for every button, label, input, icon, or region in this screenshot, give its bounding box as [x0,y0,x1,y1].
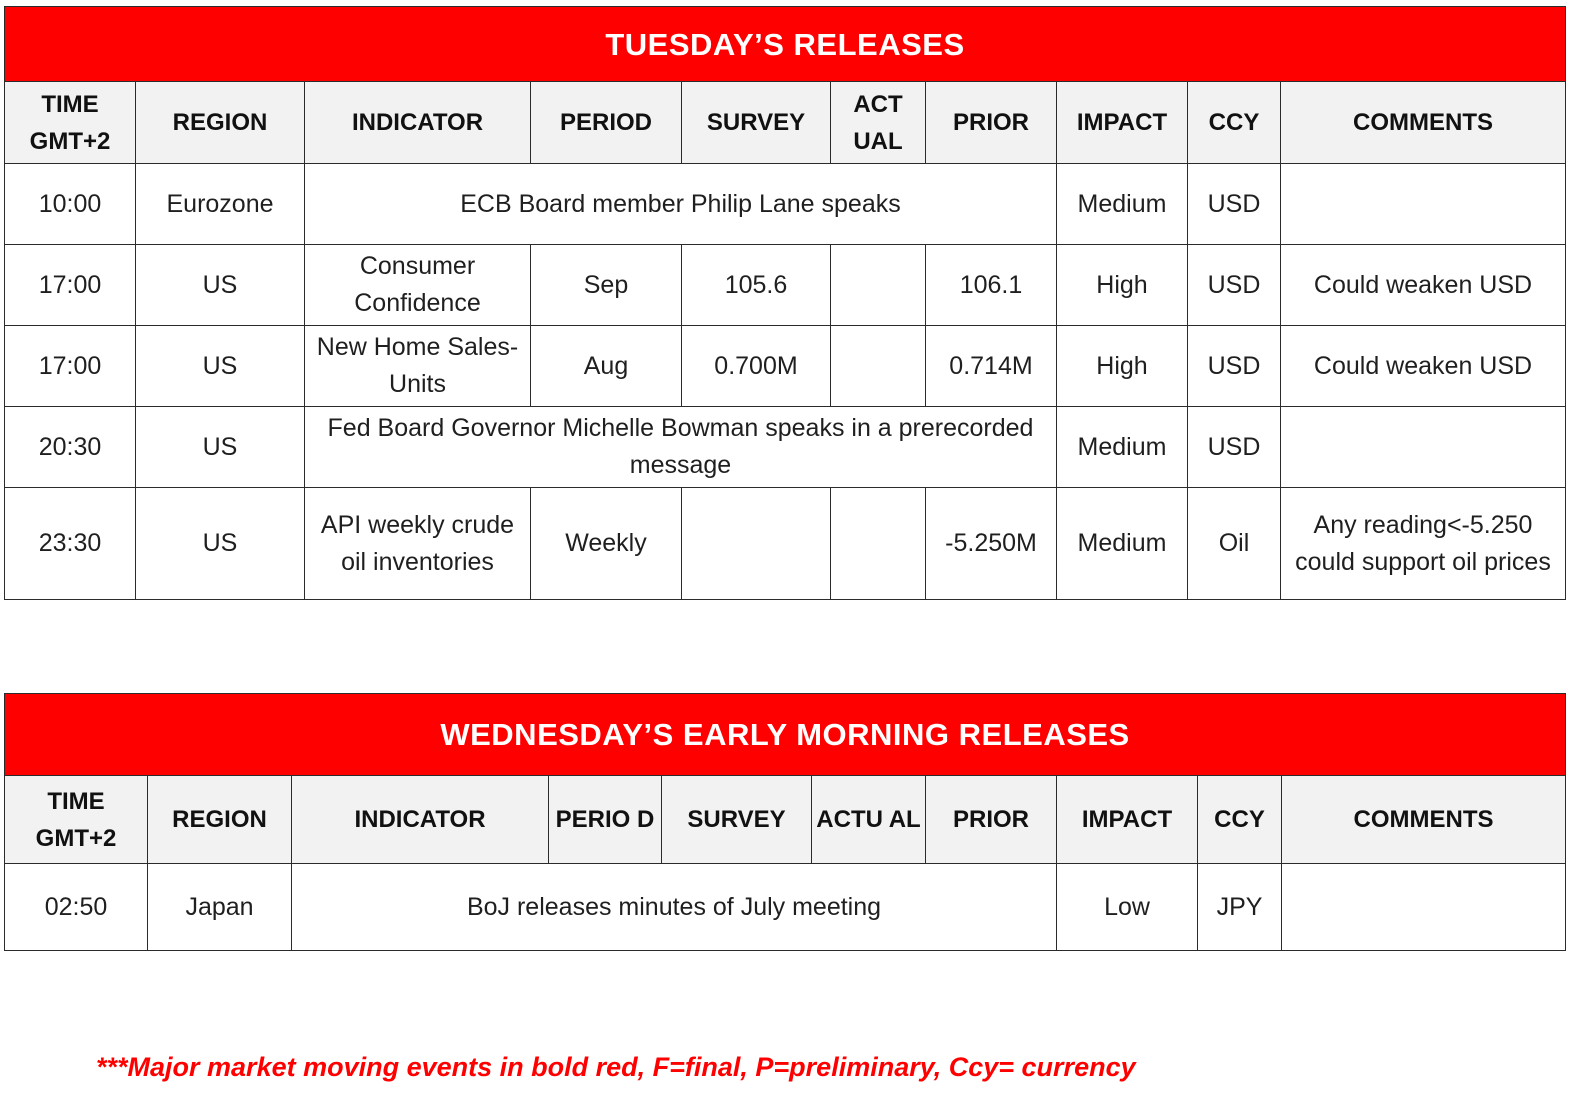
tuesday-header-row [5,82,1566,164]
cell-impact: Low [1057,864,1198,951]
wednesday-title: WEDNESDAY’S EARLY MORNING RELEASES [5,694,1566,776]
header-prior: PRIOR [926,776,1057,864]
header-region: REGION [136,82,305,164]
tuesday-releases-table [4,6,1566,600]
cell-time: 23:30 [5,488,136,600]
cell-comments [1281,407,1566,488]
cell-survey: 0.700M [682,326,831,407]
cell-time: 17:00 [5,245,136,326]
cell-actual [831,326,926,407]
cell-period: Sep [531,245,682,326]
header-region: REGION [148,776,292,864]
cell-ccy: USD [1188,326,1281,407]
tuesday-title: TUESDAY’S RELEASES [5,7,1566,82]
table-row [5,164,1566,245]
cell-ccy: Oil [1188,488,1281,600]
cell-time: 20:30 [5,407,136,488]
footnote: ***Major market moving events in bold red, F=final, P=preliminary, Ccy= currency [96,1052,1136,1082]
cell-indicator: API weekly crude oil inventories [305,488,531,600]
cell-ccy: JPY [1198,864,1282,951]
cell-region: US [136,407,305,488]
cell-prior: 0.714M [926,326,1057,407]
cell-indicator: New Home Sales-Units [305,326,531,407]
header-indicator: INDICATOR [292,776,549,864]
cell-region: US [136,326,305,407]
cell-period: Weekly [531,488,682,600]
header-comments: COMMENTS [1281,82,1566,164]
header-survey: SURVEY [682,82,831,164]
cell-impact: High [1057,326,1188,407]
cell-comments [1282,864,1566,951]
cell-time: 10:00 [5,164,136,245]
cell-actual [831,488,926,600]
header-survey: SURVEY [662,776,812,864]
header-impact: IMPACT [1057,776,1198,864]
table-row [5,488,1566,600]
cell-comments: Any reading<-5.250 could support oil prices [1281,488,1566,600]
cell-comments [1281,164,1566,245]
cell-indicator: ECB Board member Philip Lane speaks [305,164,1057,245]
table-row [5,407,1566,488]
cell-time: 02:50 [5,864,148,951]
cell-region: Eurozone [136,164,305,245]
cell-indicator: BoJ releases minutes of July meeting [292,864,1057,951]
cell-indicator: Consumer Confidence [305,245,531,326]
cell-survey [682,488,831,600]
wednesday-header-row [5,776,1566,864]
header-actual: ACTU AL [812,776,926,864]
header-prior: PRIOR [926,82,1057,164]
cell-impact: Medium [1057,407,1188,488]
header-ccy: CCY [1188,82,1281,164]
cell-ccy: USD [1188,245,1281,326]
table-row [5,245,1566,326]
cell-impact: Medium [1057,488,1188,600]
header-time: TIME GMT+2 [5,776,148,864]
cell-ccy: USD [1188,164,1281,245]
cell-survey: 105.6 [682,245,831,326]
header-indicator: INDICATOR [305,82,531,164]
cell-impact: High [1057,245,1188,326]
header-time: TIME GMT+2 [5,82,136,164]
header-impact: IMPACT [1057,82,1188,164]
header-actual: ACT UAL [831,82,926,164]
header-period: PERIOD [531,82,682,164]
cell-actual [831,245,926,326]
header-comments: COMMENTS [1282,776,1566,864]
header-period: PERIO D [549,776,662,864]
table-row [5,864,1566,951]
cell-impact: Medium [1057,164,1188,245]
cell-comments: Could weaken USD [1281,326,1566,407]
table-row [5,326,1566,407]
cell-region: US [136,488,305,600]
cell-ccy: USD [1188,407,1281,488]
cell-prior: -5.250M [926,488,1057,600]
cell-period: Aug [531,326,682,407]
cell-comments: Could weaken USD [1281,245,1566,326]
wednesday-releases-table [4,693,1566,951]
cell-indicator: Fed Board Governor Michelle Bowman speaks in a prerecorded message [305,407,1057,488]
cell-region: US [136,245,305,326]
cell-region: Japan [148,864,292,951]
header-ccy: CCY [1198,776,1282,864]
cell-prior: 106.1 [926,245,1057,326]
cell-time: 17:00 [5,326,136,407]
